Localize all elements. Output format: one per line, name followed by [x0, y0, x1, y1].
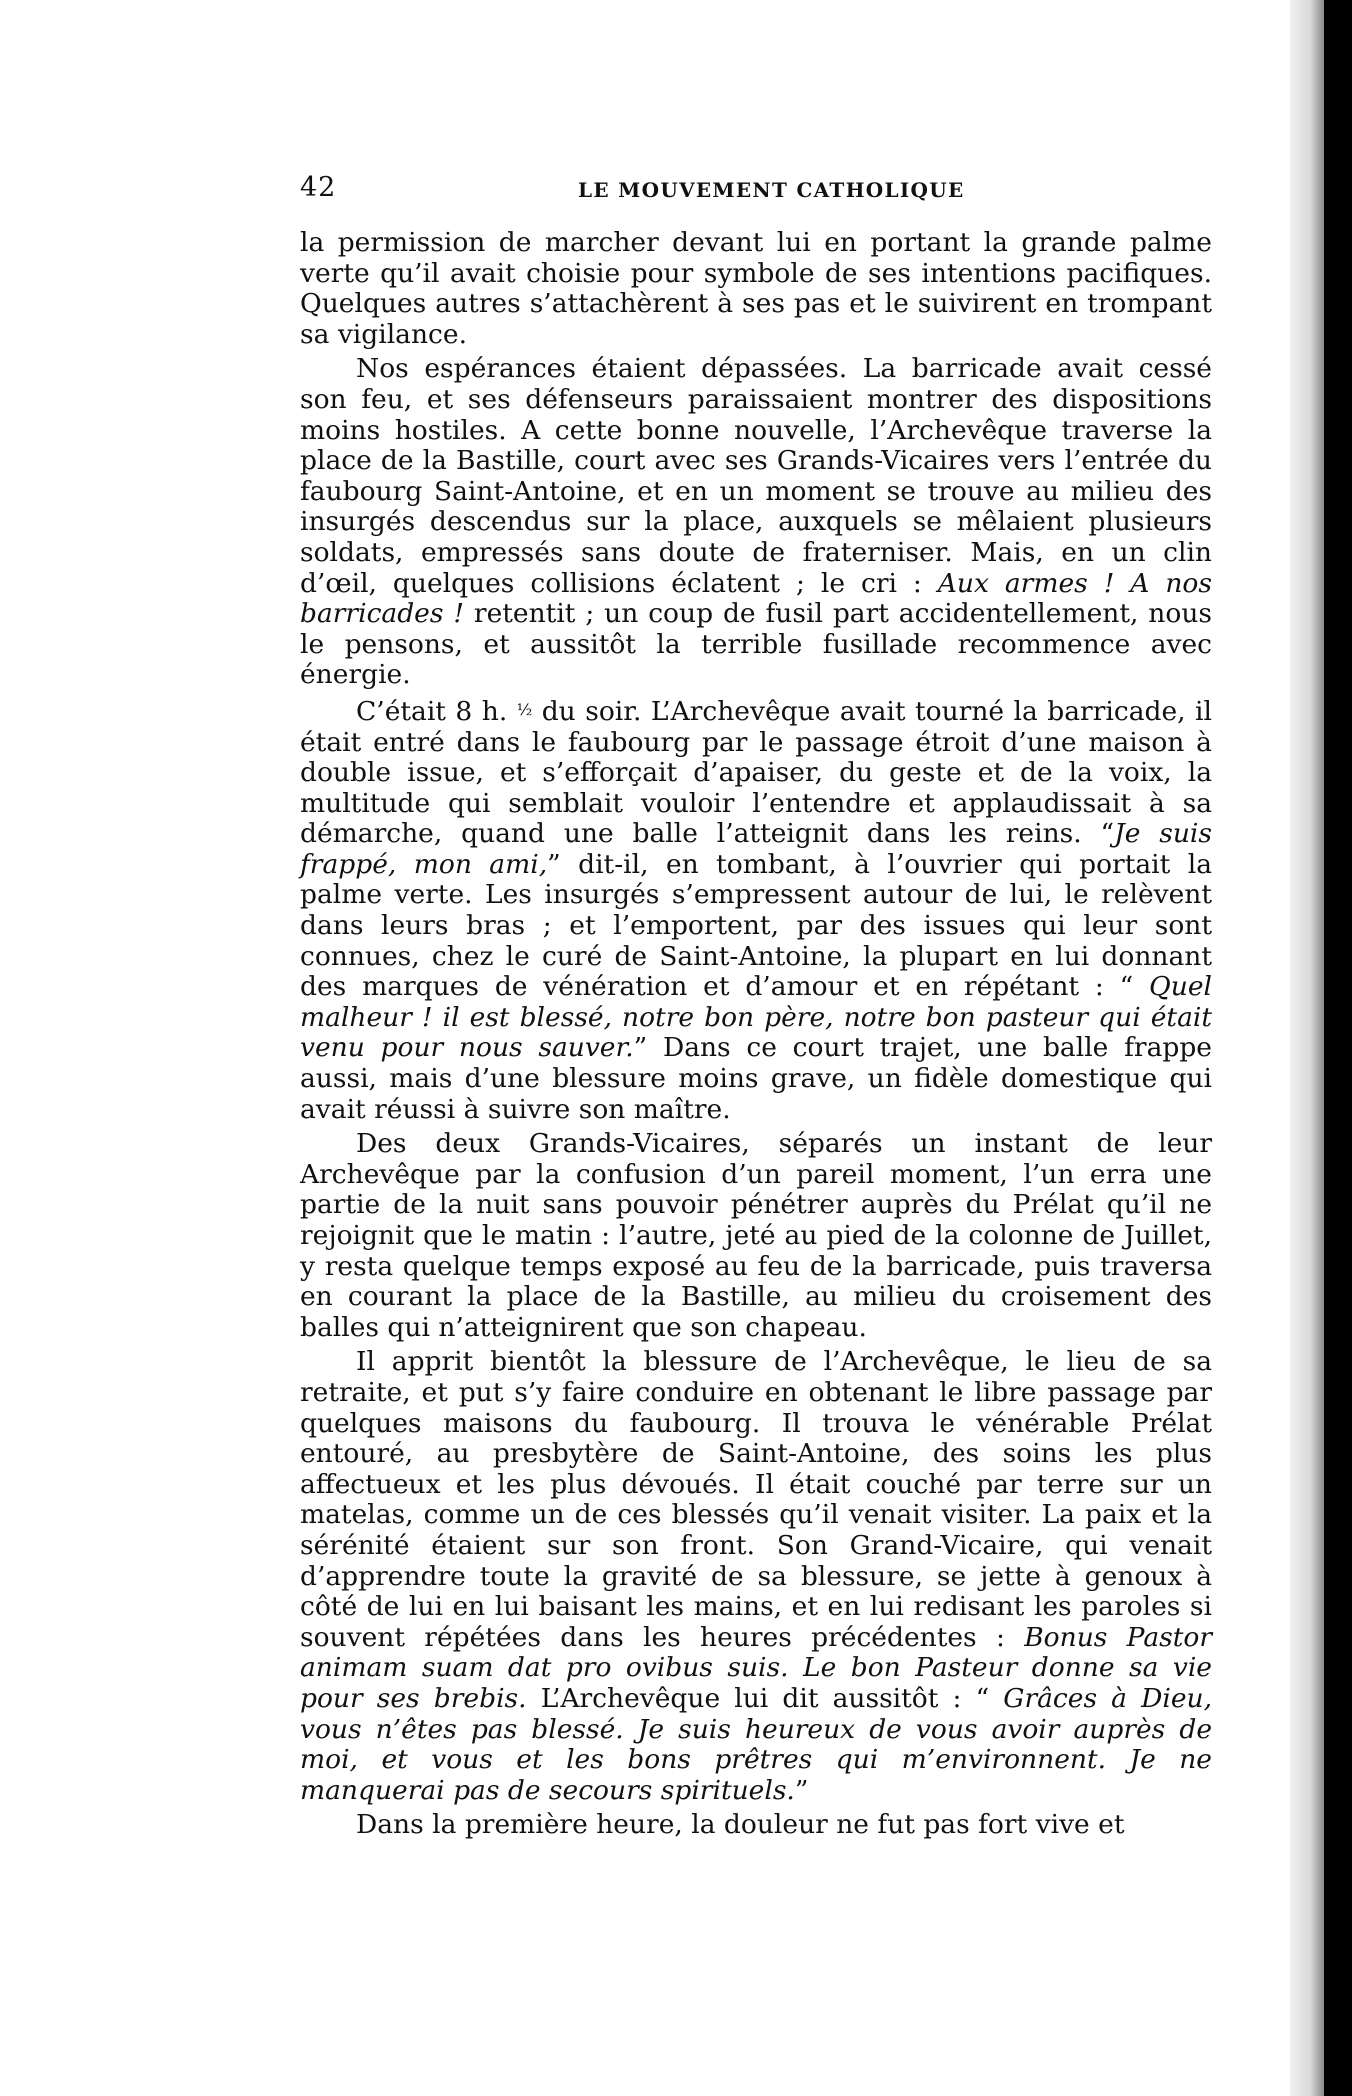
- paragraph-5-text-end: ”: [794, 1774, 809, 1806]
- page-number: 42: [300, 172, 337, 203]
- paragraph-5-quote: Grâces à Dieu, vous n’êtes pas blessé. Je suis heureux de vous avoir auprès de moi, et vous et les bons prêtres qui m’environnent. Je ne manquerai pas de secours spirituels.: [300, 1682, 1212, 1806]
- paragraph-5-text-2: L’Archevêque lui dit aussitôt : “: [526, 1682, 1004, 1714]
- paragraph-5-latin-quote: Bonus Pastor animam suam dat pro ovibus suis. Le bon Pasteur donne sa vie pour ses brebis.: [300, 1621, 1212, 1714]
- paragraph-3-text-end: ” Dans ce court trajet, une balle frappe aussi, mais d’une blessure moins grave, un fidèle domestique qui avait réussi à suivre son maître.: [300, 1032, 1212, 1125]
- paragraph-3-text-2: du soir. L’Archevêque avait tourné la barricade, il était entré dans le faubourg par le passage étroit d’une maison à double issue, et s’efforçait d’apaiser, du geste et de la voix, la multitude qui semblait vouloir l’entendre et applaudissait à sa démarche, quand une balle l’atteignit dans les reins. “: [300, 695, 1212, 850]
- paragraph-3-quote-1: Je suis frappé, mon ami,: [300, 818, 1212, 880]
- paragraph-1: la permission de marcher devant lui en portant la grande palme verte qu’il avait choisie pour symbole de ses intentions pacifiques. Quelques autres s’attachèrent à ses pas et le suivirent en trompant sa vigilance.: [300, 227, 1212, 350]
- running-head: LE MOUVEMENT CATHOLIQUE: [578, 178, 965, 202]
- scan-border: [1324, 0, 1352, 2096]
- paragraph-2: [300, 354, 1212, 691]
- paragraph-2-text: Nos espérances étaient dépassées. La barricade avait cessé son feu, et ses défenseurs paraissaient montrer des dispositions moins hostiles. A cette bonne nouvelle, l’Archevêque traverse la place de la Bastille, court avec ses Grands-Vicaires vers l’entrée du faubourg Saint-Antoine, et en un moment se trouve au milieu des insurgés descendus sur la place, auxquels se mêlaient plusieurs soldats, empressés sans doute de fraterniser. Mais, en un clin d’œil, quelques collisions éclatent ; le cri :: [300, 353, 1212, 599]
- page-edge-shadow: [1290, 0, 1324, 2096]
- page-header: [300, 172, 1212, 212]
- paragraph-3-text-3: ” dit-il, en tombant, à l’ouvrier qui portait la palme verte. Les insurgés s’empressent autour de lui, le relèvent dans leurs bras ; et l’emportent, par des issues qui leur sont connues, chez le curé de Saint-Antoine, la plupart en lui donnant des marques de vénération et d’amour et en répétant : “: [300, 848, 1212, 1003]
- paragraph-3: [300, 695, 1212, 1125]
- paragraph-5: [300, 1347, 1212, 1806]
- paragraph-2-text-end: retentit ; un coup de fusil part accidentellement, nous le pensons, et aussitôt la terrible fusillade recommence avec énergie.: [300, 598, 1212, 691]
- paragraph-6: Dans la première heure, la douleur ne fut pas fort vive et: [356, 1809, 1125, 1841]
- paragraph-2-quote: Aux armes ! A nos barricades !: [300, 567, 1212, 630]
- fraction: ½: [516, 699, 533, 719]
- body-text: [300, 228, 1212, 1845]
- paragraph-3-quote-2: Quel malheur ! il est blessé, notre bon père, notre bon pasteur qui était venu pour nous sauver.: [300, 971, 1212, 1064]
- paragraph-4: Des deux Grands-Vicaires, séparés un instant de leur Archevêque par la confusion d’un pareil moment, l’un erra une partie de la nuit sans pouvoir pénétrer auprès du Prélat qu’il ne rejoignit que le matin : l’autre, jeté au pied de la colonne de Juillet, y resta quelque temps exposé au feu de la barricade, puis traversa en courant la place de la Bastille, au milieu du croisement des balles qui n’atteignirent que son chapeau.: [300, 1128, 1212, 1343]
- paragraph-3-text: C’était 8 h.: [356, 695, 517, 727]
- paragraph-5-text: Il apprit bientôt la blessure de l’Archevêque, le lieu de sa retraite, et put s’y faire conduire en obtenant le libre passage par quelques maisons du faubourg. Il trouva le vénérable Prélat entouré, au presbytère de Saint-Antoine, des soins les plus affectueux et les plus dévoués. Il était couché par terre sur un matelas, comme un de ces blessés qu’il venait visiter. La paix et la sérénité étaient sur son front. Son Grand-Vicaire, qui venait d’apprendre toute la gravité de sa blessure, se jette à genoux à côté de lui en lui baisant les mains, et en lui redisant les paroles si souvent répétées dans les heures précédentes :: [300, 1346, 1212, 1653]
